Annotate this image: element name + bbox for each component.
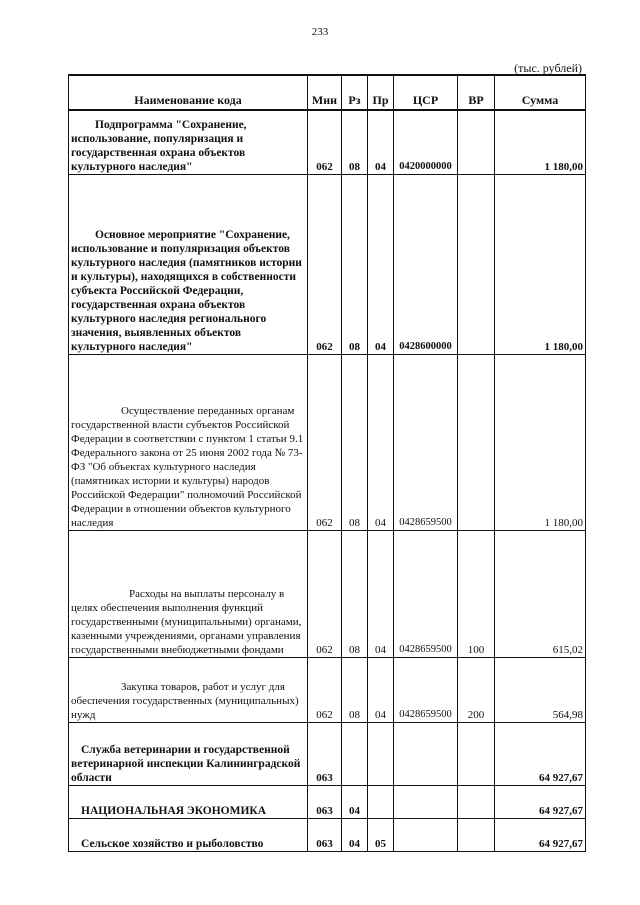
row-sum: 615,02 (495, 530, 586, 657)
table-header-row (69, 75, 586, 110)
row-vr (458, 110, 495, 174)
table-row (69, 722, 586, 785)
row-min: 062 (308, 110, 342, 174)
header-csr: ЦСР (394, 75, 458, 110)
row-vr (458, 785, 495, 818)
row-csr (394, 818, 458, 851)
row-sum: 64 927,67 (495, 722, 586, 785)
row-pr: 04 (368, 354, 394, 530)
row-vr (458, 354, 495, 530)
row-vr (458, 818, 495, 851)
row-csr (394, 785, 458, 818)
row-name: Сельское хозяйство и рыболовство (69, 818, 308, 851)
row-csr (394, 722, 458, 785)
row-name: Служба ветеринарии и государственной ветеринарной инспекции Калининградской области (69, 722, 308, 785)
row-min: 063 (308, 818, 342, 851)
header-sum: Сумма (495, 75, 586, 110)
row-rz: 08 (342, 354, 368, 530)
row-sum: 1 180,00 (495, 354, 586, 530)
row-min: 062 (308, 657, 342, 722)
row-sum: 64 927,67 (495, 785, 586, 818)
row-csr: 0428659500 (394, 530, 458, 657)
row-sum: 1 180,00 (495, 174, 586, 354)
row-name: Основное мероприятие "Сохранение, использование и популяризация объектов культурного наследия (памятников истории и культуры), находящихся в собственности субъекта Российской Федерации, государственная охрана объектов культурного наследия регионального значения, выявленных объектов культурного наследия" (69, 174, 308, 354)
unit-label: (тыс. рублей) (514, 61, 582, 75)
table-row (69, 110, 586, 174)
row-sum: 64 927,67 (495, 818, 586, 851)
row-vr (458, 174, 495, 354)
row-pr: 04 (368, 530, 394, 657)
row-rz (342, 722, 368, 785)
row-name: Осуществление переданных органам государственной власти субъектов Российской Федерации в соответствии с пунктом 1 статьи 9.1 Федерального закона от 25 июня 2002 года № 73-ФЗ "Об объектах культурного наследия (памятниках истории и культуры) народов Российской Федерации" полномочий Российской Федерации в отношении объектов культурного наследия (69, 354, 308, 530)
row-vr: 200 (458, 657, 495, 722)
row-vr: 100 (458, 530, 495, 657)
row-min: 063 (308, 785, 342, 818)
header-pr: Пр (368, 75, 394, 110)
header-min: Мин (308, 75, 342, 110)
row-pr: 04 (368, 174, 394, 354)
budget-table (68, 74, 586, 852)
header-rz: Рз (342, 75, 368, 110)
row-rz: 08 (342, 657, 368, 722)
header-name: Наименование кода (69, 75, 308, 110)
row-sum: 1 180,00 (495, 110, 586, 174)
row-rz: 04 (342, 785, 368, 818)
row-rz: 08 (342, 110, 368, 174)
row-vr (458, 722, 495, 785)
row-pr (368, 785, 394, 818)
row-name: НАЦИОНАЛЬНАЯ ЭКОНОМИКА (69, 785, 308, 818)
table-row (69, 785, 586, 818)
row-rz: 04 (342, 818, 368, 851)
page-number: 233 (311, 26, 329, 38)
row-rz: 08 (342, 530, 368, 657)
row-min: 063 (308, 722, 342, 785)
row-name: Закупка товаров, работ и услуг для обеспечения государственных (муниципальных) нужд (69, 657, 308, 722)
row-pr (368, 722, 394, 785)
row-min: 062 (308, 354, 342, 530)
row-csr: 0428659500 (394, 657, 458, 722)
row-min: 062 (308, 174, 342, 354)
table-row (69, 818, 586, 851)
row-rz: 08 (342, 174, 368, 354)
table-row (69, 530, 586, 657)
table-row (69, 354, 586, 530)
row-sum: 564,98 (495, 657, 586, 722)
row-min: 062 (308, 530, 342, 657)
row-pr: 04 (368, 110, 394, 174)
row-pr: 04 (368, 657, 394, 722)
row-csr: 0428600000 (394, 174, 458, 354)
table-row (69, 174, 586, 354)
header-vr: ВР (458, 75, 495, 110)
row-csr: 0420000000 (394, 110, 458, 174)
row-csr: 0428659500 (394, 354, 458, 530)
row-name: Расходы на выплаты персоналу в целях обеспечения выполнения функций государственными (муниципальными) органами, казенными учреждениями, органами управления государственными внебюджетными фондами (69, 530, 308, 657)
row-pr: 05 (368, 818, 394, 851)
row-name: Подпрограмма "Сохранение, использование, популяризация и государственная охрана объектов культурного наследия" (69, 110, 308, 174)
table-row (69, 657, 586, 722)
